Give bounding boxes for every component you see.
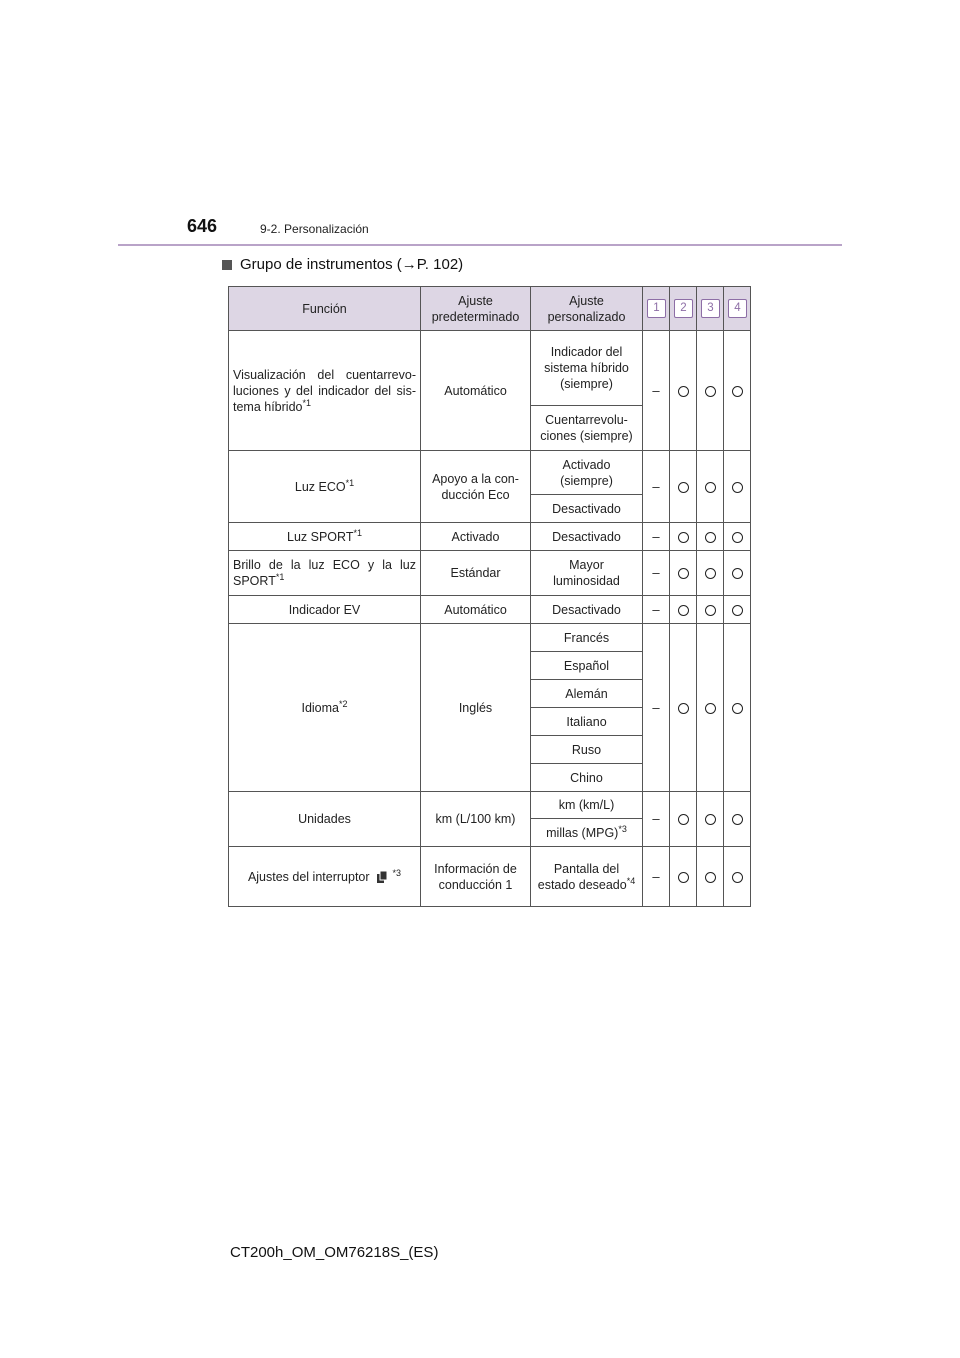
circle-icon — [732, 605, 743, 616]
method-4-mark — [724, 451, 751, 523]
customization-table — [228, 286, 751, 907]
method-4-mark — [724, 792, 751, 847]
method-3-mark — [697, 847, 724, 907]
method-4-mark — [724, 551, 751, 596]
method-1-mark: – — [643, 624, 670, 792]
table-row — [229, 551, 751, 596]
circle-icon — [678, 814, 689, 825]
method-1-mark: – — [643, 523, 670, 551]
table-row — [229, 451, 751, 495]
function-cell: Luz SPORT$^{*1}$ — [229, 523, 421, 551]
function-cell: Unidades — [229, 792, 421, 847]
circle-icon — [678, 703, 689, 714]
default-cell: Inglés — [421, 624, 531, 792]
footnote-ref: *3 — [618, 823, 627, 834]
subsection-heading — [222, 256, 463, 273]
default-cell: Automático — [421, 596, 531, 624]
method-2-mark — [670, 624, 697, 792]
option-cell: Desactivado — [531, 523, 643, 551]
header-function: Función — [229, 287, 421, 331]
method-1-badge: 1 — [647, 299, 666, 318]
method-2-mark — [670, 792, 697, 847]
function-cell: Ajustes del interruptor $^{*3}$ — [229, 847, 421, 907]
circle-icon — [705, 703, 716, 714]
display-switch-icon — [376, 870, 389, 884]
table-row — [229, 596, 751, 624]
function-cell: Luz ECO$^{*1}$ — [229, 451, 421, 523]
option-cell: Activado (siempre) — [531, 451, 643, 495]
function-cell: Indicador EV — [229, 596, 421, 624]
page-number: 646 — [187, 216, 218, 236]
function-cell: Visualización del cuentarrevo-luciones y del indicador del sis-tema híbrido$^{*1}$ — [229, 331, 421, 451]
option-cell: Cuentarrevolu-ciones (siempre) — [531, 406, 643, 451]
method-2-badge: 2 — [674, 299, 693, 318]
circle-icon — [732, 872, 743, 883]
method-2-mark — [670, 523, 697, 551]
method-1-mark: – — [643, 551, 670, 596]
section-title: 9-2. Personalización — [260, 222, 369, 236]
circle-icon — [705, 814, 716, 825]
circle-icon — [705, 532, 716, 543]
document-code: CT200h_OM_OM76218S_(ES) — [230, 1244, 439, 1261]
circle-icon — [732, 703, 743, 714]
option-cell: km (km/L) — [531, 792, 643, 819]
footnote-ref: *1 — [353, 527, 362, 538]
header-divider — [118, 244, 842, 246]
circle-icon — [732, 482, 743, 493]
header-method-4 — [724, 287, 751, 331]
option-cell: Español — [531, 652, 643, 680]
circle-icon — [678, 482, 689, 493]
footnote-ref: *1 — [275, 571, 285, 582]
header-method-2 — [670, 287, 697, 331]
method-1-mark: – — [643, 847, 670, 907]
default-cell: Automático — [421, 331, 531, 451]
method-3-mark — [697, 624, 724, 792]
option-cell: Italiano — [531, 708, 643, 736]
header-method-1 — [643, 287, 670, 331]
method-1-mark: – — [643, 331, 670, 451]
method-3-mark — [697, 451, 724, 523]
circle-icon — [705, 386, 716, 397]
method-2-mark — [670, 331, 697, 451]
option-cell: Mayor luminosidad — [531, 551, 643, 596]
header-default: Ajuste predeterminado — [421, 287, 531, 331]
circle-icon — [678, 568, 689, 579]
method-2-mark — [670, 596, 697, 624]
method-4-mark — [724, 624, 751, 792]
circle-icon — [705, 482, 716, 493]
table-row — [229, 331, 751, 406]
default-cell: km (L/100 km) — [421, 792, 531, 847]
circle-icon — [678, 605, 689, 616]
circle-icon — [732, 814, 743, 825]
header-method-3 — [697, 287, 724, 331]
default-cell: Apoyo a la con-ducción Eco — [421, 451, 531, 523]
method-3-mark — [697, 523, 724, 551]
circle-icon — [732, 532, 743, 543]
footnote-ref: *3 — [392, 867, 402, 878]
function-cell: Brillo de la luz ECO y la luz SPORT$^{*1}$ — [229, 551, 421, 596]
method-1-mark: – — [643, 596, 670, 624]
method-3-mark — [697, 331, 724, 451]
method-1-mark: – — [643, 792, 670, 847]
subsection-title: Grupo de instrumentos (→P. 102) — [240, 256, 464, 273]
header-custom: Ajuste personalizado — [531, 287, 643, 331]
default-cell: Estándar — [421, 551, 531, 596]
method-4-mark — [724, 331, 751, 451]
circle-icon — [678, 532, 689, 543]
method-2-mark — [670, 847, 697, 907]
footnote-ref: *1 — [302, 397, 311, 408]
option-cell: Alemán — [531, 680, 643, 708]
method-3-mark — [697, 596, 724, 624]
method-2-mark — [670, 551, 697, 596]
default-cell: Información de conducción 1 — [421, 847, 531, 907]
footnote-ref: *1 — [345, 477, 355, 488]
option-cell: Francés — [531, 624, 643, 652]
method-2-mark — [670, 451, 697, 523]
table-row — [229, 847, 751, 907]
option-cell: Desactivado — [531, 596, 643, 624]
circle-icon — [678, 386, 689, 397]
method-4-badge: 4 — [728, 299, 747, 318]
table-row — [229, 523, 751, 551]
table-row — [229, 624, 751, 652]
method-3-mark — [697, 551, 724, 596]
option-cell: Indicador del sistema híbrido (siempre) — [531, 331, 643, 406]
circle-icon — [732, 386, 743, 397]
option-cell: Pantalla del estado deseado$^{*4}$ — [531, 847, 643, 907]
default-cell: Activado — [421, 523, 531, 551]
footnote-ref: *4 — [626, 875, 636, 886]
method-3-badge: 3 — [701, 299, 720, 318]
circle-icon — [705, 568, 716, 579]
circle-icon — [732, 568, 743, 579]
method-4-mark — [724, 523, 751, 551]
circle-icon — [678, 872, 689, 883]
table-header-row — [229, 287, 751, 331]
circle-icon — [705, 872, 716, 883]
option-cell: Ruso — [531, 736, 643, 764]
method-4-mark — [724, 847, 751, 907]
method-3-mark — [697, 792, 724, 847]
function-cell: Idioma$^{*2}$ — [229, 624, 421, 792]
circle-icon — [705, 605, 716, 616]
option-cell: millas (MPG)$^{*3}$ — [531, 819, 643, 847]
option-cell: Desactivado — [531, 495, 643, 523]
method-4-mark — [724, 596, 751, 624]
option-cell: Chino — [531, 764, 643, 792]
square-bullet-icon — [222, 260, 232, 270]
table-row — [229, 792, 751, 819]
method-1-mark: – — [643, 451, 670, 523]
footnote-ref: *2 — [339, 698, 348, 709]
